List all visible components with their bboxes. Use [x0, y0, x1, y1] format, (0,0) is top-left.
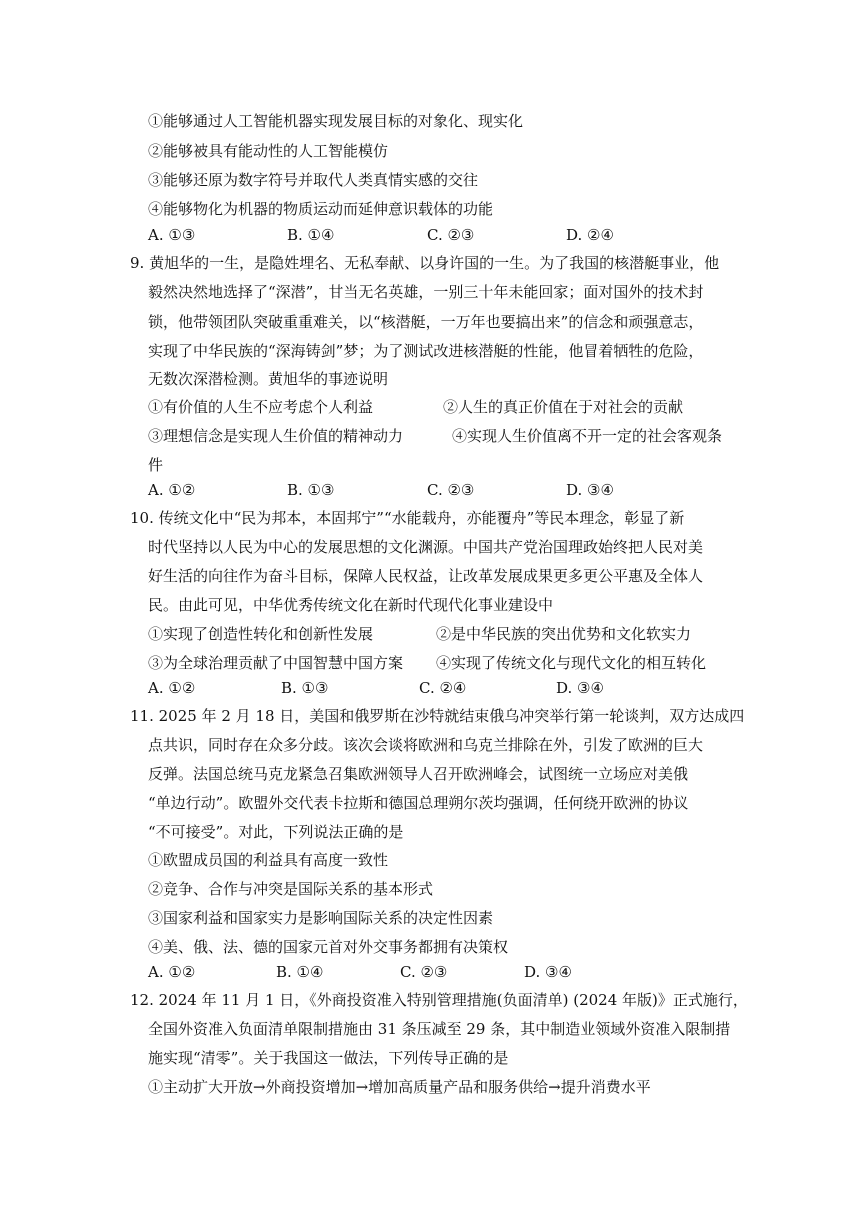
q8-choice-a: A. ①③	[148, 226, 196, 244]
q11-stem-line-5: “不可接受”。对此，下列说法正确的是	[148, 823, 404, 841]
q10-choice-c: C. ②④	[419, 679, 467, 697]
q9-choice-c: C. ②③	[427, 481, 475, 499]
q11-option-2: ②竞争、合作与冲突是国际关系的基本形式	[148, 880, 434, 898]
q9-option-3: ③理想信念是实现人生价值的精神动力	[148, 427, 404, 445]
q11-option-3: ③国家利益和国家实力是影响国际关系的决定性因素	[148, 909, 494, 927]
q9-stem-line-2: 毅然决然地选择了“深潜”，甘当无名英雄，一别三十年未能回家；面对国外的技术封	[148, 283, 704, 301]
q10-choice-b: B. ①③	[281, 679, 329, 697]
q11-choice-d: D. ③④	[524, 963, 572, 981]
q11-stem-line-1: 11. 2025 年 2 月 18 日，美国和俄罗斯在沙特就结束俄乌冲突举行第一轮谈判，双方达成四	[130, 707, 745, 725]
q11-stem-line-3: 反弹。法国总统马克龙紧急召集欧洲领导人召开欧洲峰会，试图统一立场应对美俄	[148, 765, 689, 783]
q10-stem-line-4: 民。由此可见，中华优秀传统文化在新时代现代化事业建设中	[148, 596, 554, 614]
q9-stem-line-1: 9. 黄旭华的一生，是隐姓埋名、无私奉献、以身许国的一生。为了我国的核潜艇事业，他	[130, 254, 720, 272]
q11-choice-b: B. ①④	[276, 963, 324, 981]
q9-option-1: ①有价值的人生不应考虑个人利益	[148, 398, 374, 416]
q8-option-1: ①能够通过人工智能机器实现发展目标的对象化、现实化	[148, 112, 524, 130]
q8-choice-b: B. ①④	[287, 226, 335, 244]
q9-option-4-continued: 件	[148, 456, 164, 474]
q8-choice-c: C. ②③	[427, 226, 475, 244]
q10-stem-line-1: 10. 传统文化中“民为邦本，本固邦宁”“水能载舟，亦能覆舟”等民本理念，彰显了新	[130, 509, 685, 527]
q10-choice-d: D. ③④	[556, 679, 604, 697]
q9-choice-a: A. ①②	[148, 481, 196, 499]
q9-stem-line-4: 实现了中华民族的“深海铸剑”梦；为了测试改进核潜艇的性能，他冒着牺牲的危险，	[148, 342, 704, 360]
q12-stem-line-3: 施实现“清零”。关于我国这一做法，下列传导正确的是	[148, 1049, 509, 1067]
q11-choice-c: C. ②③	[400, 963, 448, 981]
q8-option-2: ②能够被具有能动性的人工智能模仿	[148, 142, 389, 160]
q8-option-3: ③能够还原为数字符号并取代人类真情实感的交往	[148, 171, 479, 189]
q11-option-1: ①欧盟成员国的利益具有高度一致性	[148, 851, 389, 869]
q9-option-2: ②人生的真正价值在于对社会的贡献	[443, 398, 684, 416]
q10-choice-a: A. ①②	[148, 679, 196, 697]
q12-stem-line-2: 全国外资准入负面清单限制措施由 31 条压减至 29 条，其中制造业领域外资准入限制措	[148, 1020, 731, 1038]
q9-option-4: ④实现人生价值离不开一定的社会客观条	[452, 427, 723, 445]
q10-stem-line-2: 时代坚持以人民为中心的发展思想的文化渊源。中国共产党治国理政始终把人民对美	[148, 538, 704, 556]
q9-choice-b: B. ①③	[287, 481, 335, 499]
q10-stem-line-3: 好生活的向往作为奋斗目标，保障人民权益，让改革发展成果更多更公平惠及全体人	[148, 567, 704, 585]
q9-stem-line-5: 无数次深潜检测。黄旭华的事迹说明	[148, 370, 389, 388]
q8-option-4: ④能够物化为机器的物质运动而延伸意识载体的功能	[148, 200, 494, 218]
q12-stem-line-1: 12. 2024 年 11 月 1 日，《外商投资准入特别管理措施(负面清单) (2024 年版)》正式施行，	[130, 991, 748, 1009]
q11-option-4: ④美、俄、法、德的国家元首对外交事务都拥有决策权	[148, 938, 509, 956]
q10-option-2: ②是中华民族的突出优势和文化软实力	[436, 625, 692, 643]
q10-option-4: ④实现了传统文化与现代文化的相互转化	[436, 654, 707, 672]
q12-option-1: ①主动扩大开放→外商投资增加→增加高质量产品和服务供给→提升消费水平	[148, 1078, 651, 1096]
q11-stem-line-2: 点共识，同时存在众多分歧。该次会谈将欧洲和乌克兰排除在外，引发了欧洲的巨大	[148, 736, 704, 754]
q11-choice-a: A. ①②	[148, 963, 196, 981]
q9-choice-d: D. ③④	[566, 481, 614, 499]
q9-stem-line-3: 锁，他带领团队突破重重难关，以“核潜艇，一万年也要搞出来”的信念和顽强意志，	[148, 313, 704, 331]
q10-option-1: ①实现了创造性转化和创新性发展	[148, 625, 374, 643]
q11-stem-line-4: “单边行动”。欧盟外交代表卡拉斯和德国总理朔尔茨均强调，任何绕开欧洲的协议	[148, 794, 689, 812]
q8-choice-d: D. ②④	[566, 226, 614, 244]
q10-option-3: ③为全球治理贡献了中国智慧中国方案	[148, 654, 404, 672]
